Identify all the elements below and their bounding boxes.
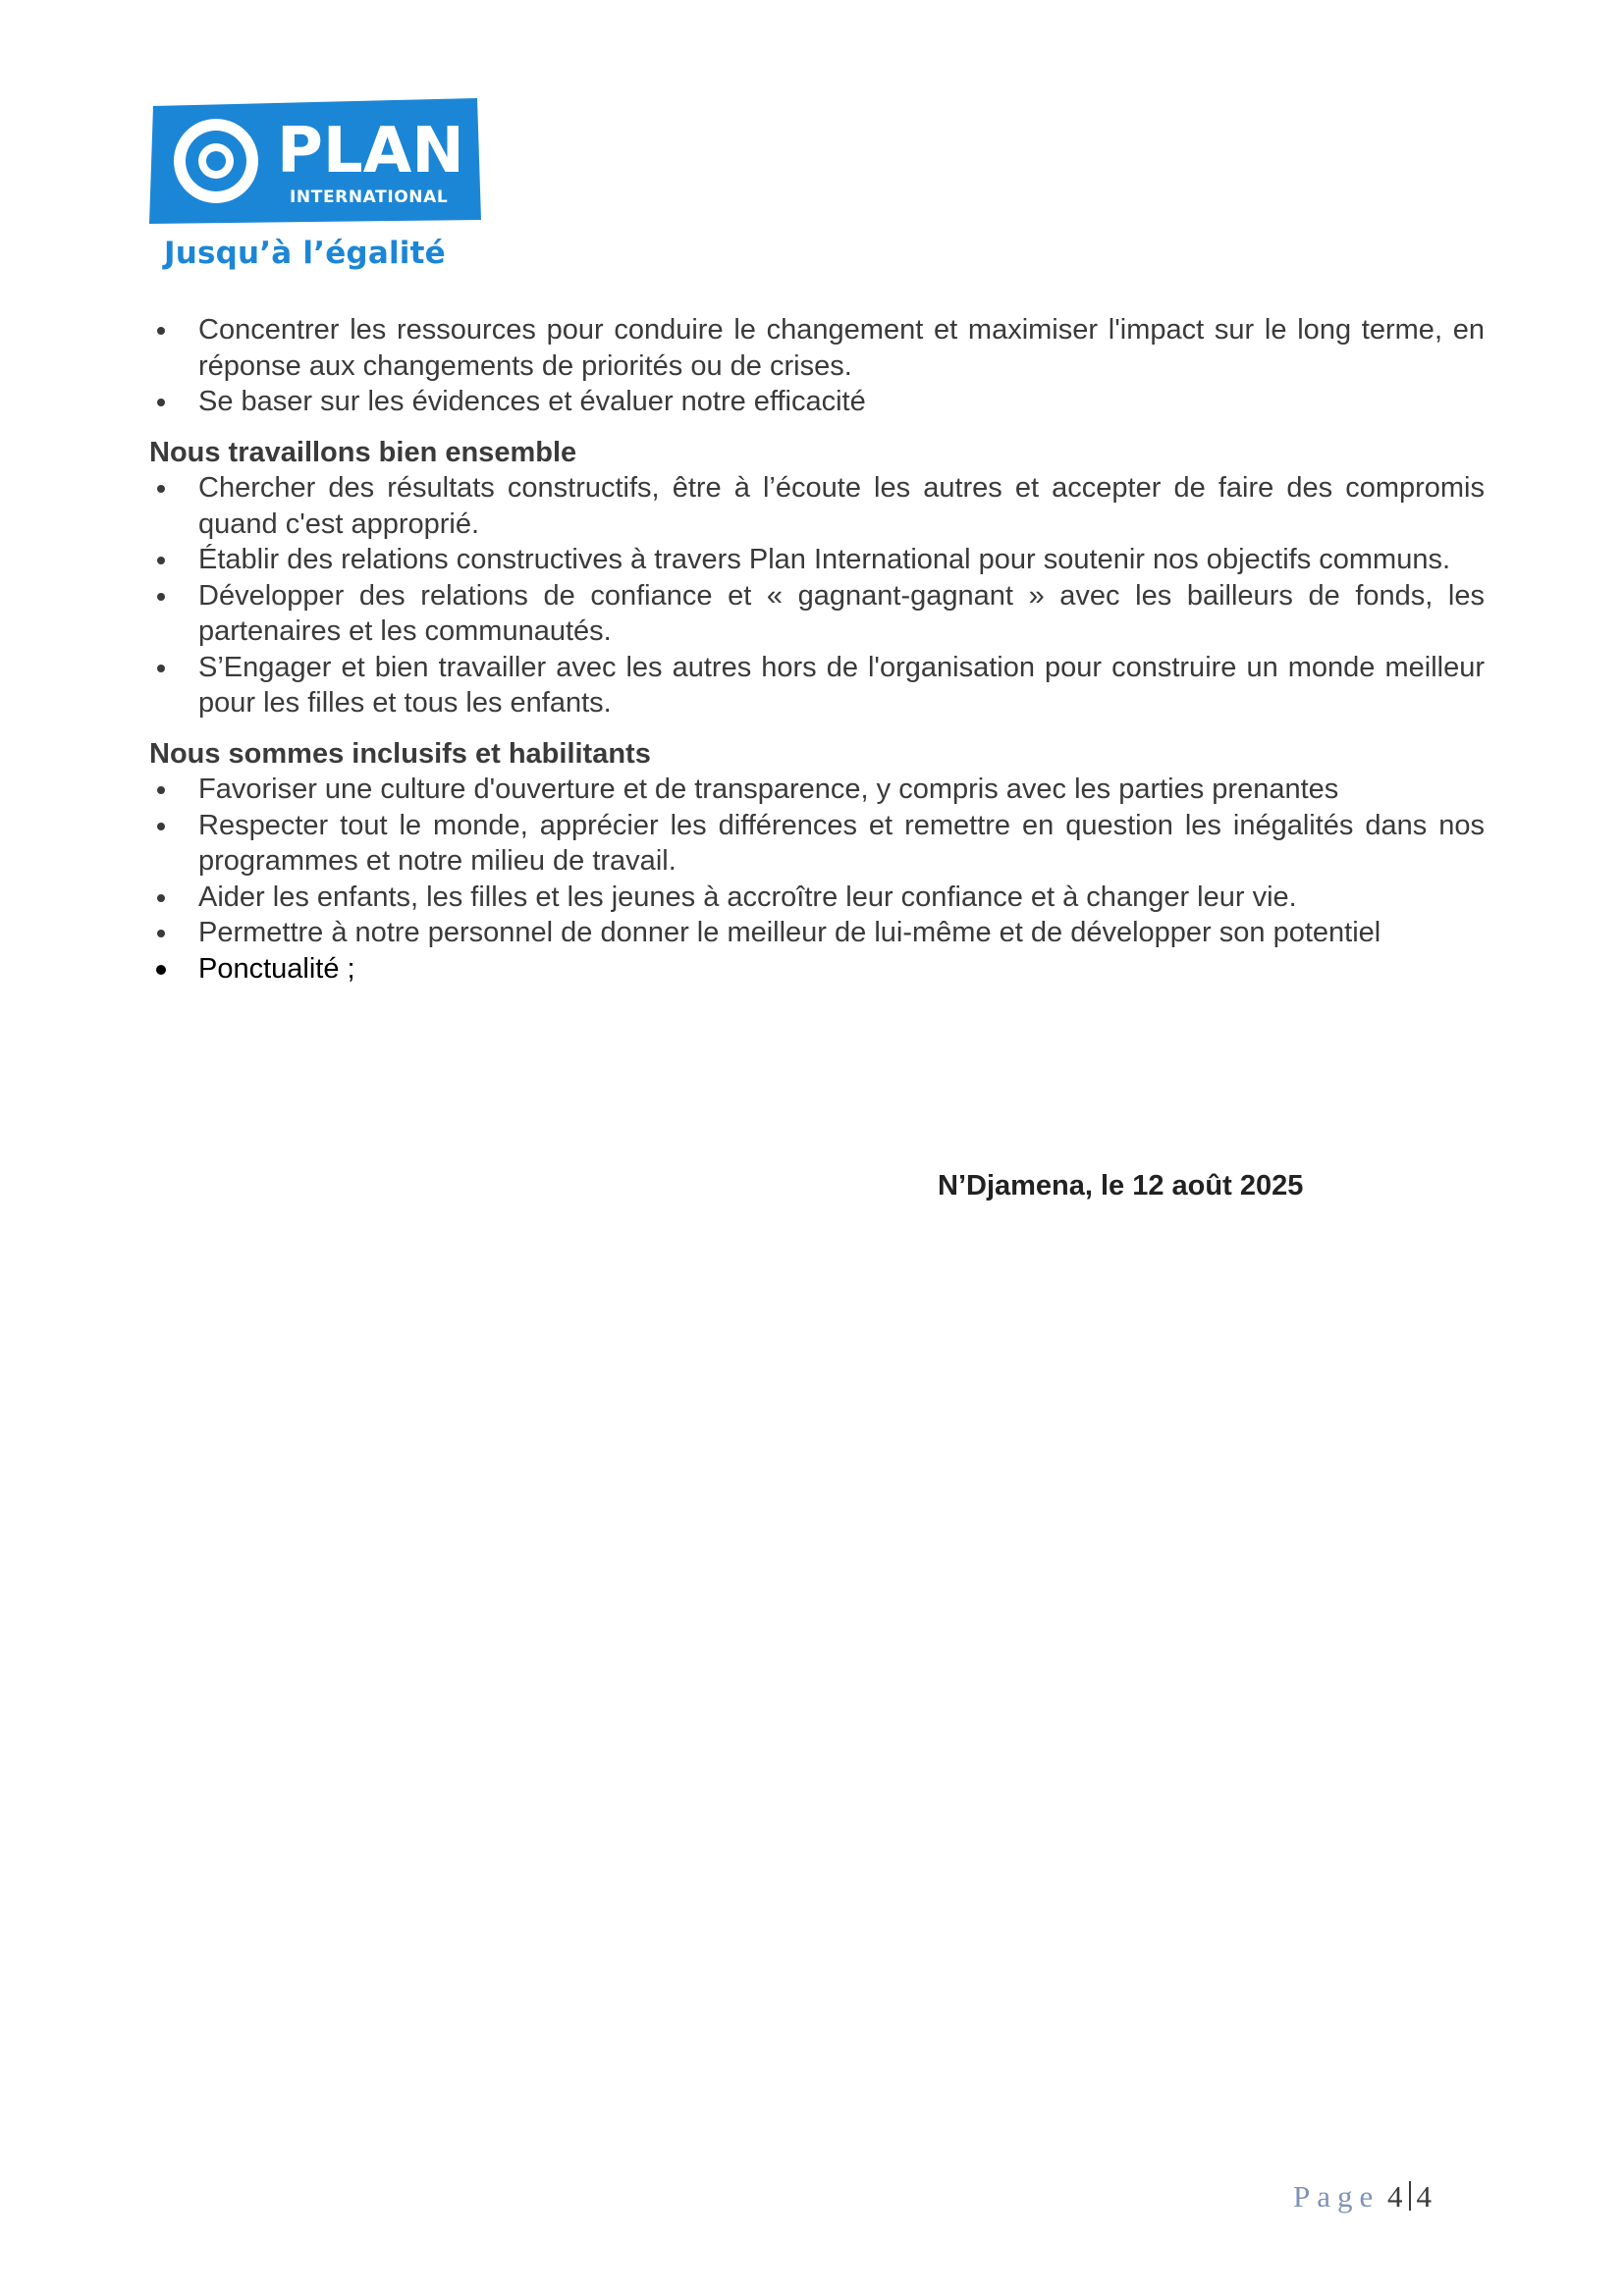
page-label: Page <box>1293 2179 1380 2214</box>
list-item: Chercher des résultats constructifs, être à l’écoute les autres et accepter de faire des compromis quand c'est approprié. <box>149 470 1485 542</box>
list-item: Concentrer les ressources pour conduire le changement et maximiser l'impact sur le long terme, en réponse aux changements de priorités ou de crises. <box>149 312 1485 384</box>
plan-logo-icon <box>149 98 483 226</box>
list-item: Favoriser une culture d'ouverture et de transparence, y compris avec les parties prenantes <box>149 772 1485 808</box>
current-page-number: 4 <box>1387 2179 1403 2214</box>
bullet-list-travail-ensemble <box>149 470 1485 721</box>
total-pages-number: 4 <box>1416 2179 1433 2214</box>
tagline: Jusqu’à l’égalité <box>164 236 446 271</box>
plan-international-logo <box>149 98 483 226</box>
page-footer <box>1293 2179 1432 2215</box>
list-item: Permettre à notre personnel de donner le meilleur de lui-même et de développer son potentiel <box>149 915 1485 951</box>
list-item: Établir des relations constructives à travers Plan International pour soutenir nos objectifs communs. <box>149 542 1485 578</box>
list-item: Aider les enfants, les filles et les jeunes à accroître leur confiance et à changer leur vie. <box>149 880 1485 916</box>
list-item: Développer des relations de confiance et « gagnant-gagnant » avec les bailleurs de fonds, les partenaires et les communautés. <box>149 578 1485 650</box>
list-item: Se baser sur les évidences et évaluer notre efficacité <box>149 384 1485 420</box>
logo-brand-subtitle: INTERNATIONAL <box>290 187 449 207</box>
place-and-date: N’Djamena, le 12 août 2025 <box>938 1170 1304 1201</box>
logo-brand-word: PLAN <box>277 115 464 187</box>
list-item: Ponctualité ; <box>149 951 1485 988</box>
list-item: Respecter tout le monde, apprécier les différences et remettre en question les inégalités dans nos programmes et notre milieu de travail. <box>149 808 1485 880</box>
section-heading-inclusifs: Nous sommes inclusifs et habilitants <box>149 737 651 770</box>
intro-bullet-list <box>149 312 1485 420</box>
section-heading-travail-ensemble: Nous travaillons bien ensemble <box>149 436 577 468</box>
page-separator <box>1409 2181 1411 2211</box>
list-item: S’Engager et bien travailler avec les autres hors de l'organisation pour construire un monde meilleur pour les filles et tous les enfants. <box>149 650 1485 721</box>
document-body <box>149 312 1485 987</box>
bullet-list-inclusifs <box>149 772 1485 987</box>
